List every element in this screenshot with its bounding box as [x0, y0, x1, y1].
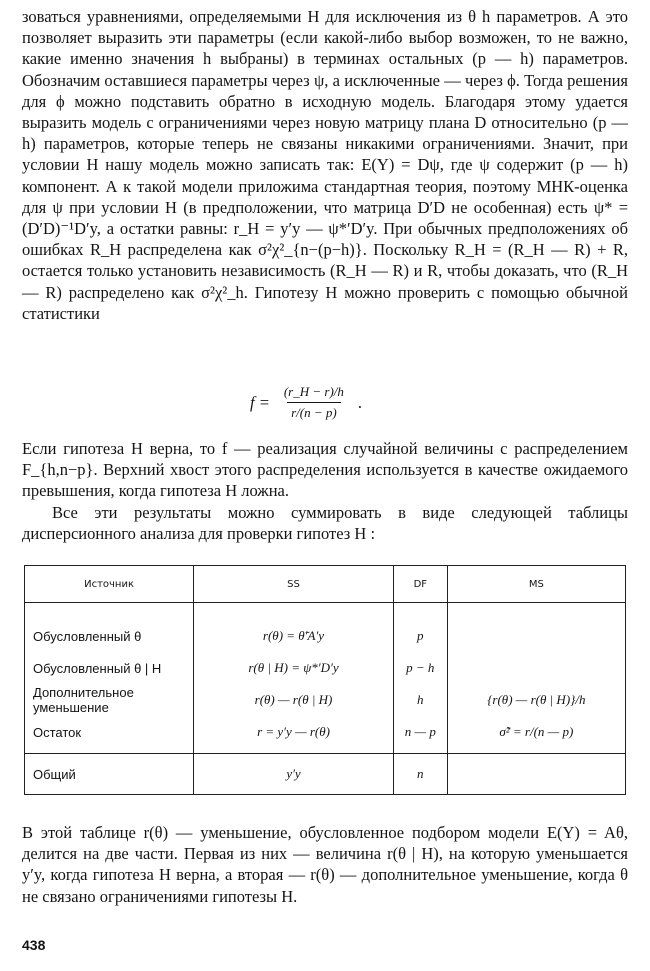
row-ss: r(θ) — r(θ | H) [194, 684, 394, 716]
table-header-row [25, 566, 626, 603]
header-df: DF [393, 566, 447, 603]
row-source: Остаток [25, 716, 194, 754]
header-source: Источник [25, 566, 194, 603]
paragraph-summary: Все эти результаты можно суммировать в виде следующей таблицы дисперсионного анализа для проверки гипотез H : [22, 502, 628, 543]
table-row [25, 684, 626, 716]
anova-table [24, 565, 626, 795]
header-ms: MS [447, 566, 625, 603]
formula-denominator: r/(n − p) [287, 402, 341, 421]
row-ss: r = y′y — r(θ) [194, 716, 394, 754]
table-row [25, 603, 626, 653]
row-ms [447, 603, 625, 653]
row-source: Обусловленный θ [25, 603, 194, 653]
row-ms [447, 652, 625, 684]
f-statistic-formula [250, 384, 362, 421]
total-df: n [393, 754, 447, 795]
paragraph-hypothesis: Если гипотеза H верна, то f — реализация случайной величины с распределением F_{h,n−p}. Верхний хвост этого распределения используется в качестве ожидаемого превышения, когда гипотеза H ложна. [22, 439, 628, 501]
row-ss: r(θ) = θ̃′A′y [194, 603, 394, 653]
table-row [25, 716, 626, 754]
row-ss: r(θ | H) = ψ*′D′y [194, 652, 394, 684]
paragraph-table-explanation: В этой таблице r(θ) — уменьшение, обусловленное подбором модели E(Y) = Aθ, делится на две части. Первая из них — величина r(θ | H), на которую уменьшается y′y, когда гипотеза H верна, а вторая — r(θ) — дополнительное уменьшение, когда θ не связано ограничениями гипотезы H. [22, 823, 628, 906]
text-block-top [22, 6, 628, 324]
total-ss: y′y [194, 754, 394, 795]
formula-lhs: f = [250, 392, 270, 412]
formula-numerator: (r_H − r)/h [283, 384, 344, 399]
total-ms [447, 754, 625, 795]
row-source: Обусловленный θ | H [25, 652, 194, 684]
row-df: p [393, 603, 447, 653]
row-df: n — p [393, 716, 447, 754]
formula-fraction [280, 384, 348, 421]
header-ss: SS [194, 566, 394, 603]
row-df: h [393, 684, 447, 716]
row-source: Дополнительное уменьшение [25, 684, 194, 716]
total-source: Общий [25, 754, 194, 795]
page-number: 438 [22, 937, 46, 953]
row-ms: σ̃² = r/(n — p) [447, 716, 625, 754]
table-row [25, 652, 626, 684]
paragraph-main: зоваться уравнениями, определяемыми H для исключения из θ h параметров. А это позволяет выразить эти параметры (если какой-либо выбор возможен, то не важно, какие именно значения h выбраны) в терминах остальных (p — h) параметров. Обозначим оставшиеся параметры через ψ, а исключенные — через ϕ. Тогда решения для ϕ можно подставить обратно в исходную модель. Благодаря этому удается выразить модель с ограничениями через новую матрицу плана D относительно (p — h) параметров, которые теперь не связаны никакими ограничениями. Значит, при условии H нашу модель можно записать так: E(Y) = Dψ, где ψ содержит (p — h) компонент. А к такой модели приложима стандартная теория, поэтому МНК-оценка для ψ при условии H (в предположении, что матрица D′D не особенная) есть ψ* = (D′D)⁻¹D′y, а остатки равны: r_H = y′y — ψ*′D′y. При обычных предположениях об ошибках R_H распределена как σ²χ²_{n−(p−h)}. Поскольку R_H = (R_H — R) + R, остается только установить независимость (R_H — R) и R, чтобы доказать, что (R_H — R) распределено как σ²χ²_h. Гипотезу H можно проверить с помощью обычной статистики [22, 7, 628, 323]
row-ms: {r(θ) — r(θ | H)}/h [447, 684, 625, 716]
text-block-middle [22, 438, 628, 544]
table-total-row [25, 754, 626, 795]
formula-end: . [357, 392, 363, 412]
text-block-bottom [22, 822, 628, 907]
row-df: p − h [393, 652, 447, 684]
